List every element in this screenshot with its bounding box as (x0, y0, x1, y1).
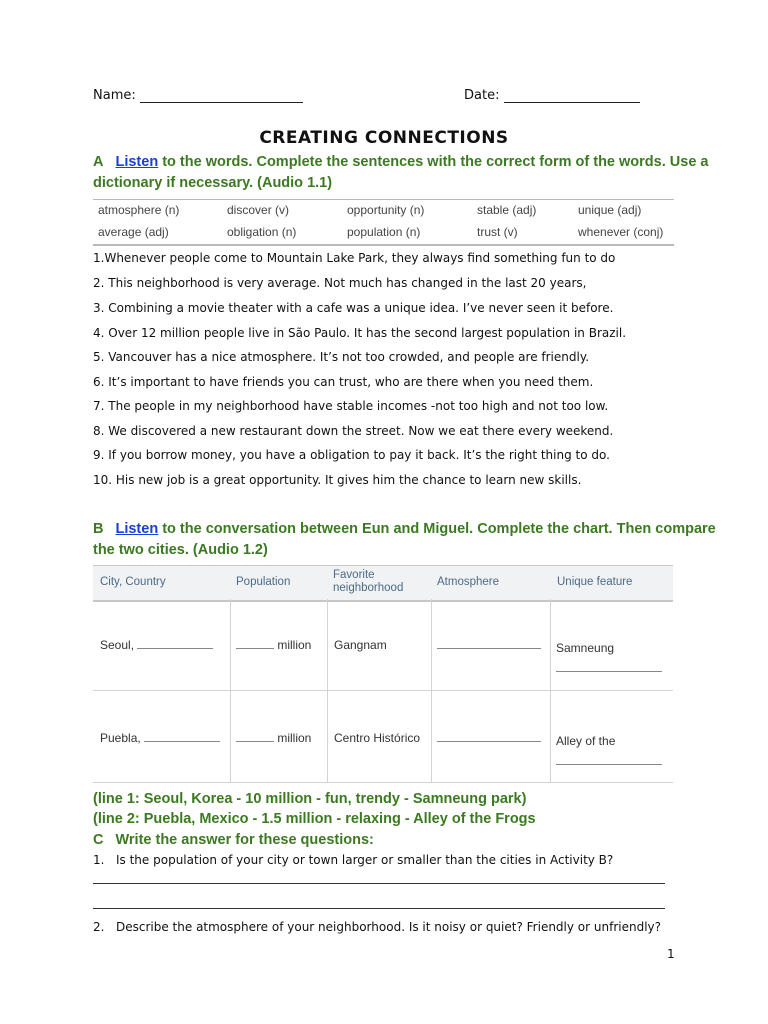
name-blank[interactable] (140, 90, 303, 103)
chart-divider (550, 599, 551, 783)
word-bank-item: population (n) (347, 225, 421, 239)
sentence-item: 7. The people in my neighborhood have stable incomes -not too high and not too low. (93, 399, 609, 413)
answer-line-1: (line 1: Seoul, Korea - 10 million - fun, trendy - Samneung park) (93, 791, 527, 807)
chart-divider (93, 782, 673, 783)
chart-header-feature: Unique feature (557, 575, 633, 588)
chart-header-population: Population (236, 575, 291, 588)
chart-cell-city (100, 731, 220, 745)
question-text: Describe the atmosphere of your neighborhood. Is it noisy or quiet? Friendly or unfriendly? (116, 920, 661, 934)
chart-divider (93, 690, 673, 691)
section-b-instruction-line1 (93, 521, 716, 537)
section-b-listen-link[interactable]: Listen (115, 521, 159, 537)
section-c-text: Write the answer for these questions: (115, 832, 374, 848)
section-a-instruction-line1 (93, 154, 708, 170)
word-bank (93, 199, 674, 246)
date-blank[interactable] (504, 90, 640, 103)
word-bank-item: discover (v) (227, 203, 290, 217)
chart-cell-atmosphere (437, 731, 541, 745)
section-a-listen-link[interactable]: Listen (115, 154, 159, 170)
city-name: Seoul, (100, 638, 135, 652)
population-unit: million (277, 731, 312, 745)
country-blank[interactable] (144, 731, 220, 742)
date-label: Date: (464, 88, 500, 103)
chart-cell-feature-blank (556, 661, 662, 675)
chart-cell-city (100, 638, 213, 652)
chart-cell-population (236, 731, 311, 745)
name-label: Name: (93, 88, 136, 103)
word-bank-item: trust (v) (477, 225, 518, 239)
chart-divider (230, 599, 231, 783)
population-unit: million (277, 638, 312, 652)
word-bank-item: opportunity (n) (347, 203, 425, 217)
chart-cell-feature: Samneung (556, 641, 615, 655)
city-name: Puebla, (100, 731, 141, 745)
chart-cell-neighborhood: Centro Histórico (334, 731, 421, 745)
word-bank-item: atmosphere (n) (98, 203, 180, 217)
section-a-letter: A (93, 154, 104, 170)
word-bank-row (93, 225, 674, 247)
word-bank-item: unique (adj) (578, 203, 642, 217)
atmosphere-blank[interactable] (437, 731, 541, 742)
word-bank-item: average (adj) (98, 225, 169, 239)
word-bank-row (93, 203, 674, 225)
word-bank-item: stable (adj) (477, 203, 537, 217)
feature-blank[interactable] (556, 661, 662, 672)
feature-blank[interactable] (556, 754, 662, 765)
section-a-text: to the words. Complete the sentences with the correct form of the words. Use a (158, 154, 709, 170)
section-b-instruction-line2: the two cities. (Audio 1.2) (93, 542, 268, 558)
section-b-text: to the conversation between Eun and Miguel. Complete the chart. Then compare (158, 521, 716, 537)
page-number: 1 (667, 947, 675, 961)
answer-line-q1[interactable] (93, 908, 665, 909)
word-bank-item: obligation (n) (227, 225, 297, 239)
chart-divider (327, 599, 328, 783)
section-c-instruction (93, 832, 374, 848)
sentence-item: 6. It’s important to have friends you can trust, who are there when you need them. (93, 375, 594, 389)
question-number: 1. (93, 853, 105, 867)
section-c-letter: C (93, 832, 104, 848)
question-number: 2. (93, 920, 105, 934)
chart-header-city: City, Country (100, 575, 166, 588)
answer-line-q1[interactable] (93, 883, 665, 884)
answer-line-2: (line 2: Puebla, Mexico - 1.5 million - relaxing - Alley of the Frogs (93, 811, 536, 827)
chart-cell-atmosphere (437, 638, 541, 652)
sentence-item: 4. Over 12 million people live in São Paulo. It has the second largest population in Brazil. (93, 326, 627, 340)
chart-divider (431, 599, 432, 783)
population-blank[interactable] (236, 731, 274, 742)
chart-cell-feature: Alley of the (556, 734, 616, 748)
name-field[interactable] (93, 88, 303, 103)
date-field[interactable] (464, 88, 640, 103)
sentence-item: 3. Combining a movie theater with a cafe was a unique idea. I’ve never seen it before. (93, 301, 614, 315)
question-text: Is the population of your city or town larger or smaller than the cities in Activity B? (116, 853, 614, 867)
sentence-item: 10. His new job is a great opportunity. It gives him the chance to learn new skills. (93, 473, 582, 487)
sentence-item: 5. Vancouver has a nice atmosphere. It’s not too crowded, and people are friendly. (93, 350, 590, 364)
sentence-item: 1.Whenever people come to Mountain Lake Park, they always find something fun to do (93, 251, 616, 265)
sentence-item: 9. If you borrow money, you have a obligation to pay it back. It’s the right thing to do. (93, 448, 610, 462)
chart-header-neighborhood: Favorite neighborhood (333, 569, 404, 594)
page-title: CREATING CONNECTIONS (259, 128, 509, 148)
question-1 (93, 853, 613, 867)
chart-cell-population (236, 638, 311, 652)
section-a-instruction-line2: dictionary if necessary. (Audio 1.1) (93, 175, 333, 191)
city-comparison-chart (93, 565, 673, 783)
question-2 (93, 920, 661, 934)
chart-cell-neighborhood: Gangnam (334, 638, 387, 652)
section-b-letter: B (93, 521, 104, 537)
word-bank-item: whenever (conj) (578, 225, 664, 239)
chart-cell-feature-blank (556, 754, 662, 768)
sentence-item: 2. This neighborhood is very average. Not much has changed in the last 20 years, (93, 276, 587, 290)
population-blank[interactable] (236, 638, 274, 649)
atmosphere-blank[interactable] (437, 638, 541, 649)
sentence-item: 8. We discovered a new restaurant down the street. Now we eat there every weekend. (93, 424, 614, 438)
chart-header-atmosphere: Atmosphere (437, 575, 500, 588)
country-blank[interactable] (137, 638, 213, 649)
